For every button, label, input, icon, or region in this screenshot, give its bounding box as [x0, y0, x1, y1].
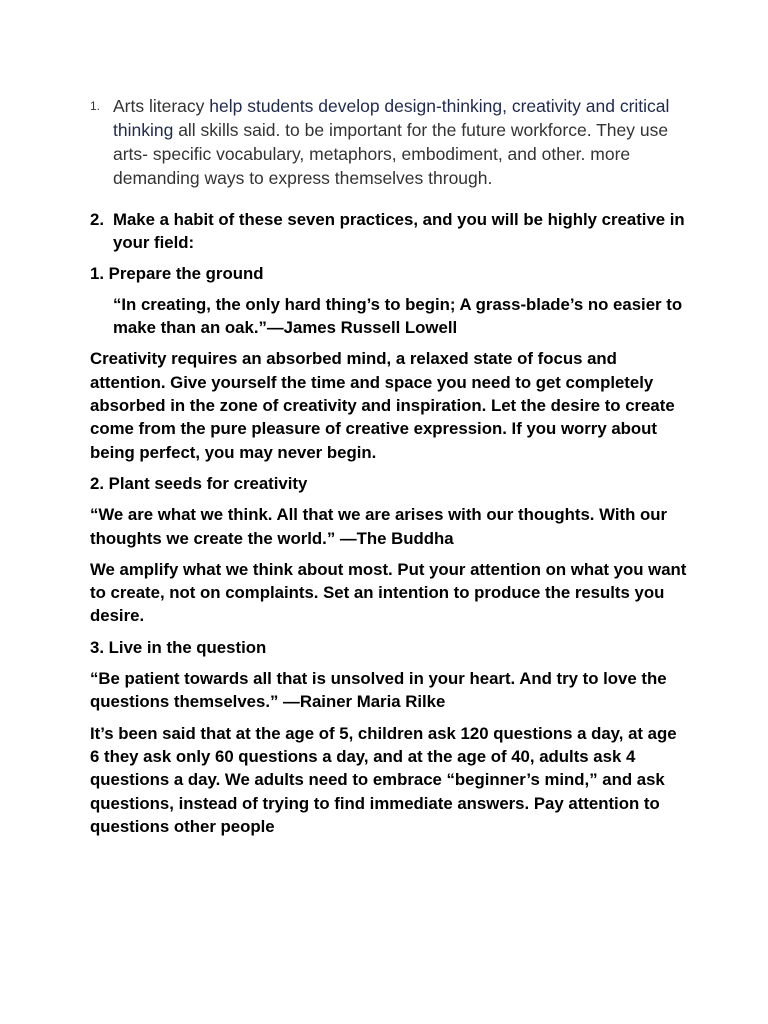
- practice-body-2: We amplify what we think about most. Put your attention on what you want to create, not on complaints. Set an intention to produce the results you desire.: [90, 559, 687, 626]
- text-run: Arts literacy: [113, 96, 210, 116]
- practice-heading-2: 2. Plant seeds for creativity: [90, 473, 308, 493]
- practice-heading-3: 3. Live in the question: [90, 637, 267, 657]
- practice-quote-3: “Be patient towards all that is unsolved in your heart. And try to love the questions themselves.” —Rainer Maria Rilke: [90, 669, 667, 712]
- list-item-text: [113, 94, 673, 190]
- list-number: 2.: [90, 210, 104, 229]
- practice-body-1: Creativity requires an absorbed mind, a relaxed state of focus and attention. Give yourself the time and space you need to get completely absorbed in the zone of creativity and inspiration. Let the desire to create come from the pure pleasure of creative expression. If you worry about being perfect, you may never begin.: [90, 349, 675, 462]
- list-number: 1.: [90, 99, 101, 113]
- list-item-text: Make a habit of these seven practices, and you will be highly creative in your field:: [113, 210, 685, 253]
- document-page: [90, 94, 690, 846]
- list-item-1: [90, 94, 690, 190]
- highlighted-text-run: help students develop design-thinking, creativity and critical thinking: [113, 96, 670, 140]
- practice-body-3: It’s been said that at the age of 5, children ask 120 questions a day, at age 6 they ask only 60 questions a day, and at the age of 40, adults ask 4 questions a day. We adults need to embrace “beginner’s mind,” and ask questions, instead of trying to find immediate answers. Pay attention to questions other people: [90, 723, 677, 836]
- practice-quote-2: “We are what we think. All that we are arises with our thoughts. With our thoughts we create the world.” —The Buddha: [90, 505, 668, 548]
- practice-heading-1: 1. Prepare the ground: [90, 263, 264, 283]
- list-item-2: [90, 208, 690, 255]
- text-run: all skills said. to be important for the future workforce. They use arts- specific vocabulary, metaphors, embodiment, and other. more demanding ways to express themselves through.: [113, 120, 669, 188]
- practice-quote-1: “In creating, the only hard thing’s to begin; A grass-blade’s no easier to make than an oak.”—James Russell Lowell: [113, 294, 683, 338]
